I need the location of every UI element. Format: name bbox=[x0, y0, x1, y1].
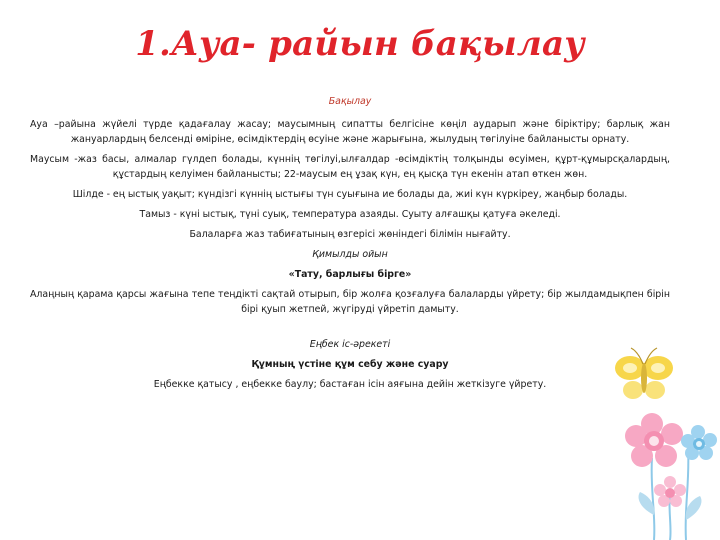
work-description: Еңбекке қатысу , еңбекке баулу; бастаған ісін аяғына дейін жеткізуге үйрету. bbox=[153, 379, 547, 390]
game-label: Қимылды ойын bbox=[312, 249, 388, 260]
game-title: «Тату, барлығы бірге» bbox=[288, 269, 412, 280]
work-label: Еңбек іс-әрекеті bbox=[309, 339, 391, 350]
paragraph-3: Шілде - ең ыстық уақыт; күндізгі күннің ыстығы түн суығына ие болады да, жиі күн күркіреу, жаңбыр болады. bbox=[72, 189, 628, 200]
butterfly-icon bbox=[615, 348, 673, 399]
paragraph-1: Ауа –райына жүйелі түрде қадағалау жасау; маусымның сипатты белгісіне көңіл аударып және біріктіру; барлық жан жануарлардың белсенді өміріне, өсімдіктердің өсуіне және жарығына, жылудың төгілуіне байланысты орнату. bbox=[30, 119, 670, 145]
paragraph-2: Маусым -жаз басы, алмалар гүлдеп болады, күннің төгілуі,ылғалдар -өсімдіктің толқынды өсуімен, құрт-құмырсқалардың, құстардың келуімен байланысты; 22-маусым ең ұзақ күн, ең қысқа түн екенін атап өткен жөн. bbox=[30, 154, 670, 180]
slide-content bbox=[30, 94, 670, 397]
slide-title: 1.Ауа- райын бақылау bbox=[135, 24, 585, 64]
paragraph-4: Тамыз - күні ыстық, түні суық, температура азаяды. Суыту алғашқы қатуға әкеледі. bbox=[139, 209, 561, 220]
paragraph-5: Балаларға жаз табиғатының өзгерісі жөніндегі білімін нығайту. bbox=[189, 229, 511, 240]
flower-decoration bbox=[600, 340, 720, 540]
flower-icon bbox=[625, 413, 683, 467]
work-title: Құмның үстіне құм себу және суару bbox=[251, 359, 449, 370]
game-description: Алаңның қарама қарсы жағына тепе теңдікті сақтай отырып, бір жолға қозғалуға балаларды үйрету; бір жылдамдықпен бірін бірі қуып жетпей, жүгіруді үйретіп дамыту. bbox=[30, 289, 670, 315]
small-flower-icon bbox=[681, 425, 717, 460]
section-subheading: Бақылау bbox=[328, 96, 372, 107]
